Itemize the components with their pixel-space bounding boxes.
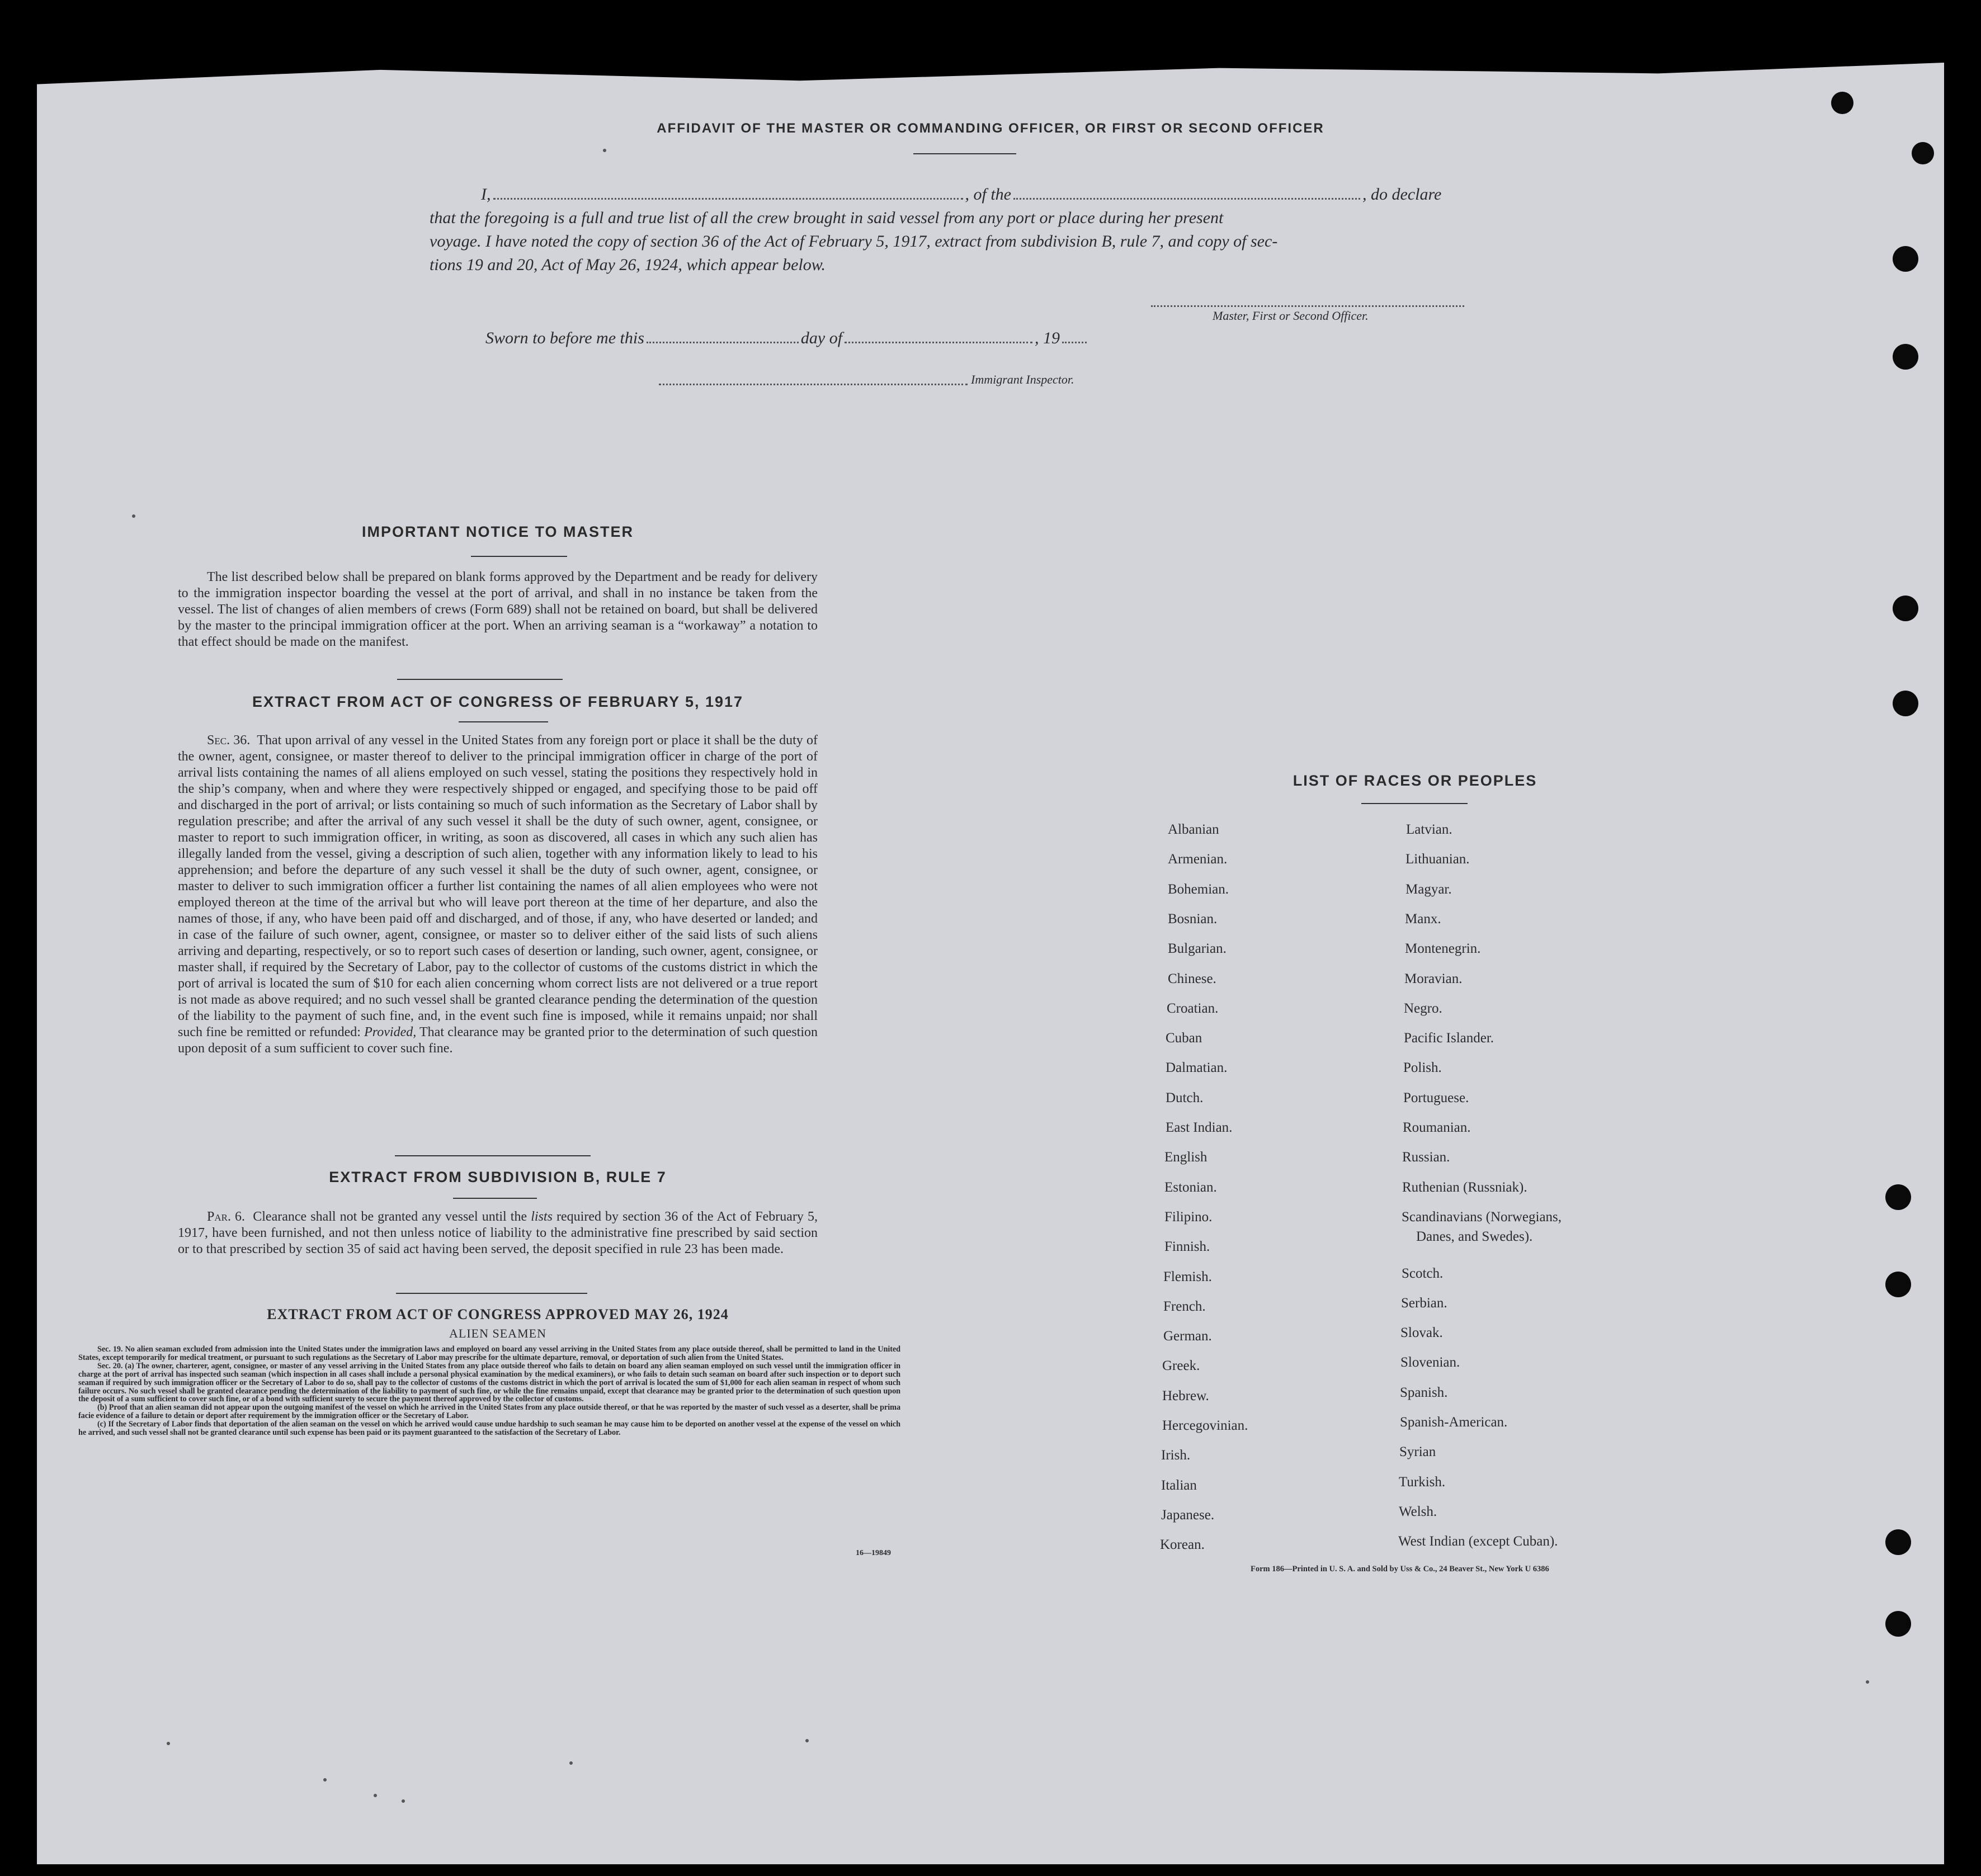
punch-hole (1885, 1184, 1911, 1210)
sec-36-text: That upon arrival of any vessel in the United States from any foreign port or place it shall be the duty of the owner, agent, consignee, or master thereof to deliver to the principal immigration officer in charge of the port of arrival lists containing the names of all aliens employed on such vessel, stating the positions they respectively hold in the ship’s company, when and where they were respectively shipped or engaged, and specifying those to be paid off and discharged in the port of arrival; or lists containing so much of such information as the Secretary of Labor shall by regulation prescribe; and after the arrival of any such vessel it shall be the duty of such owner, agent, consignee, or master to report to such immigration officer, in writing, as soon as discovered, all cases in which any such alien has illegally landed from the vessel, giving a description of such alien, together with any information likely to lead to his apprehension; and before the departure of any such vessel it shall be the duty of such owner, agent, consignee, or master to deliver to such immigration officer a further list containing the names of all alien employees who were not employed thereon at the time of the arrival but who will leave port thereon at the time of her departure, and also the names of those, if any, who have been paid off and discharged, and of those, if any, who have deserted or landed; and in case of the failure of such owner, agent, consignee, or master so to deliver either of the said lists of such aliens arriving and departing, respectively, or so to report such cases of desertion or landing, such owner, agent, consignee, or master shall, if required by the Secretary of Labor, pay to the collector of customs of the customs district in which the port of arrival is located the sum of $10 for each alien concerning whom correct lists are not delivered or a true report is not made as above required; and no such vessel shall be granted clearance pending the determination of the question of the liability to the payment of such fine, and, in the event such fine is imposed, while it remains unpaid; nor shall such fine be remitted or refunded: (178, 733, 818, 1039)
sec-20c-text: (c) If the Secretary of Labor finds that deportation of the alien seaman on the vessel on which he arrived would cause undue hardship to such seaman he may cause him to be deported on another vessel at the expense of the vessel on which he arrived, and such vessel shall not be granted clearance until such expense has been paid or its payment guaranteed to the satisfaction of the Secretary of Labor. (78, 1420, 900, 1438)
affidavit-i: I, (481, 185, 491, 204)
paper-speck (603, 149, 606, 152)
extract-1917-heading: EXTRACT FROM ACT OF CONGRESS OF FEBRUARY 5, 1917 (252, 693, 744, 710)
sec-19-text: Sec. 19. No alien seaman excluded from admission into the United States under the immigration laws and employed on board any vessel arriving in the United States from any place outside thereof, shall be permitted to land in the United States, except temporarily for medical treatment, or pursuant to such regulations as the Secretary of Labor may prescribe for the ultimate departure, removal, or deportation of such alien from the United States. (78, 1345, 900, 1362)
race-item: Croatian. (1167, 1001, 1219, 1016)
race-item: Negro. (1404, 1001, 1442, 1016)
race-item: Welsh. (1399, 1504, 1437, 1519)
race-item: Korean. (1160, 1537, 1205, 1552)
race-item: Scotch. (1402, 1266, 1444, 1281)
race-item: Pacific Islander. (1404, 1031, 1494, 1046)
race-item: Spanish-American. (1400, 1415, 1508, 1430)
paper-speck (805, 1739, 809, 1742)
race-item: English (1164, 1150, 1208, 1165)
punch-hole (1831, 92, 1853, 114)
extract-1924-heading: EXTRACT FROM ACT OF CONGRESS APPROVED MAY 26, 1924 (267, 1306, 729, 1322)
race-item: Bosnian. (1168, 911, 1218, 927)
race-item: Russian. (1402, 1150, 1450, 1165)
affidavit-do-declare: , do declare (1362, 185, 1442, 204)
par-6-text: Clearance shall not be granted any vessel until the (253, 1209, 527, 1224)
punch-hole (1893, 691, 1918, 716)
race-item: Dalmatian. (1166, 1060, 1228, 1075)
paper-speck (323, 1778, 327, 1782)
race-item: Flemish. (1163, 1269, 1212, 1284)
sec-20b-text: (b) Proof that an alien seaman did not appear upon the outgoing manifest of the vessel on which he arrived in the United States from any place outside thereof, or that he was reported by the master of such vessel as a deserter, shall be prima facie evidence of a failure to detain or deport after requirement by the immigration officer or the Secretary of Labor. (78, 1403, 900, 1421)
race-item: Slovak. (1400, 1325, 1443, 1340)
race-item: East Indian. (1166, 1120, 1233, 1135)
punch-hole (1885, 1529, 1911, 1555)
race-item: Turkish. (1399, 1475, 1446, 1490)
extract-1917-body (178, 733, 818, 1057)
sworn-label: Sworn to before me this (485, 329, 644, 347)
rule-7-body (178, 1209, 818, 1258)
punch-hole (1885, 1272, 1911, 1297)
punch-hole (1893, 246, 1918, 272)
punch-hole (1893, 596, 1918, 621)
race-item: Japanese. (1161, 1508, 1215, 1523)
affidavit-line-4: tions 19 and 20, Act of May 26, 1924, which appear below. (430, 256, 826, 274)
race-scandinavians-cont: Danes, and Swedes). (1416, 1229, 1533, 1244)
rule-7-end-rule (396, 1293, 587, 1294)
provided-word: Provided, (364, 1025, 417, 1039)
race-item: Roumanian. (1403, 1120, 1471, 1135)
race-item: Polish. (1403, 1060, 1442, 1075)
form-footer: Form 186—Printed in U. S. A. and Sold by Uss & Co., 24 Beaver St., New York U 6386 (1251, 1565, 1549, 1573)
extract-1924-body (78, 1345, 900, 1437)
notice-heading: IMPORTANT NOTICE TO MASTER (362, 523, 634, 540)
par-6-label: Par. 6. (207, 1209, 246, 1224)
race-item: Hercegovinian. (1162, 1418, 1248, 1433)
race-item: Estonian. (1164, 1180, 1217, 1195)
race-item: Bohemian. (1168, 882, 1229, 897)
title-rule (913, 153, 1016, 154)
affidavit-line-2: that the foregoing is a full and true list of all the crew brought in said vessel from any port or place during her present (430, 209, 1224, 227)
race-item: Montenegrin. (1405, 941, 1481, 956)
day-of-label: day of (800, 329, 843, 347)
race-item: Irish. (1161, 1448, 1191, 1463)
master-name-field[interactable] (493, 198, 963, 200)
race-item: Spanish. (1400, 1385, 1448, 1400)
race-item: Albanian (1168, 822, 1219, 837)
race-item: Serbian. (1401, 1296, 1447, 1311)
race-item: Latvian. (1406, 822, 1452, 837)
extract-1917-rule (459, 721, 548, 722)
race-item: French. (1163, 1299, 1206, 1314)
affidavit-title: AFFIDAVIT OF THE MASTER OR COMMANDING OFFICER, OR FIRST OR SECOND OFFICER (657, 121, 1324, 136)
race-item: Filipino. (1164, 1209, 1213, 1225)
paper-speck (1866, 1680, 1869, 1684)
race-item: Chinese. (1168, 971, 1216, 986)
affidavit-line-3: voyage. I have noted the copy of section 36 of the Act of February 5, 1917, extract from subdivision B, rule 7, and copy of sec- (430, 232, 1278, 251)
race-item: Ruthenian (Russniak). (1402, 1180, 1527, 1195)
rule-7-heading: EXTRACT FROM SUBDIVISION B, RULE 7 (329, 1169, 667, 1185)
rule-7-rule (453, 1198, 537, 1199)
race-item: Slovenian. (1400, 1355, 1460, 1370)
paper-speck (132, 514, 135, 518)
paper-speck (402, 1799, 405, 1803)
affidavit-body (430, 183, 1498, 277)
notice-body: The list described below shall be prepared on blank forms approved by the Department and be ready for delivery to the immigration inspector boarding the vessel at the port of arrival, and shall in no instance be taken from the vessel. The list of changes of alien members of crews (Form 689) shall not be retained on board, but shall be delivered by the master to the principal immigration officer at the port. When an arriving seaman is a “workaway” a notation to that effect should be made on the manifest. (178, 570, 818, 649)
inspector-label: Immigrant Inspector. (971, 372, 1074, 386)
master-signature-line[interactable] (1151, 305, 1464, 307)
paper-speck (569, 1761, 573, 1765)
race-item: Lithuanian. (1405, 852, 1470, 867)
vessel-name-field[interactable] (1013, 198, 1360, 200)
race-item: Armenian. (1168, 852, 1228, 867)
race-item: Syrian (1399, 1444, 1436, 1459)
sec-20a-text: Sec. 20. (a) The owner, charterer, agent, consignee, or master of any vessel arriving in the United States from any place outside thereof who fails to detain on board any alien seaman employed on such vessel until the immigration officer in charge at the port of arrival has inspected such seaman (which inspection in all cases shall include a personal physical examination by the medical examiners), or who fails to detain such seaman on board after such inspection or to deport such seaman if required by such immigration officer or the Secretary of Labor to do so, shall pay to the collector of customs of the customs district in which the port of arrival is located the sum of $1,000 for each alien seaman in respect of whom such failure occurs. No such vessel shall be granted clearance pending the determination of the liability to payment of such fine, or while the fine remains unpaid, except that clearance may be granted prior to the determination of such question upon the deposit of a sum sufficient to cover such fine, or of a bond with sufficient surety to secure the payment thereof approved by the collector of customs. (78, 1361, 900, 1404)
race-item: Dutch. (1166, 1090, 1204, 1105)
sworn-month-field[interactable] (845, 342, 1032, 343)
race-item: Italian (1161, 1478, 1197, 1493)
notice-rule (471, 556, 567, 557)
year-prefix: , 19 (1035, 329, 1060, 347)
race-item: Magyar. (1405, 882, 1452, 897)
race-item: Manx. (1405, 911, 1441, 927)
sec-36-label: Sec. 36. (207, 733, 251, 748)
punch-hole (1912, 142, 1934, 164)
notice-end-rule (397, 679, 563, 680)
inspector-signature-line[interactable] (659, 384, 968, 385)
master-signature-label: Master, First or Second Officer. (1213, 309, 1369, 323)
race-item: German. (1163, 1329, 1212, 1344)
race-item: Bulgarian. (1168, 941, 1227, 956)
sworn-year-field[interactable] (1062, 342, 1087, 343)
paper-speck (374, 1794, 377, 1797)
race-item: Scandinavians (Norwegians, (1402, 1209, 1562, 1225)
race-item: Greek. (1162, 1358, 1200, 1373)
extract-1917-end-rule (395, 1155, 591, 1156)
race-item: Finnish. (1164, 1239, 1210, 1254)
race-item: Cuban (1166, 1031, 1202, 1046)
sworn-day-field[interactable] (647, 342, 799, 343)
races-rule (1361, 803, 1468, 804)
race-item: Hebrew. (1162, 1388, 1209, 1404)
sec-36-text-end: That clearance may be granted prior to the determination of such question upon deposit of a sum sufficient to cover such fine. (178, 1025, 818, 1056)
paper-speck (167, 1742, 170, 1745)
affidavit-of-the: , of the (965, 185, 1011, 204)
races-heading: LIST OF RACES OR PEOPLES (1293, 772, 1537, 789)
print-code: 16—19849 (856, 1549, 891, 1557)
lists-word: lists (531, 1209, 553, 1224)
punch-hole (1885, 1611, 1911, 1637)
alien-seamen-subheading: ALIEN SEAMEN (449, 1326, 546, 1340)
race-item: Portuguese. (1403, 1090, 1469, 1105)
punch-hole (1893, 344, 1918, 370)
race-item: Moravian. (1404, 971, 1463, 986)
sworn-line (485, 327, 1089, 350)
race-item: West Indian (except Cuban). (1398, 1534, 1558, 1549)
par-6-text-end: required by section 36 of the Act of February 5, 1917, have been furnished, and not then unless notice of liability to the administrative fine prescribed by said section or to that prescribed by section 35 of said act having been served, the deposit specified in rule 23 has been made. (178, 1209, 818, 1256)
